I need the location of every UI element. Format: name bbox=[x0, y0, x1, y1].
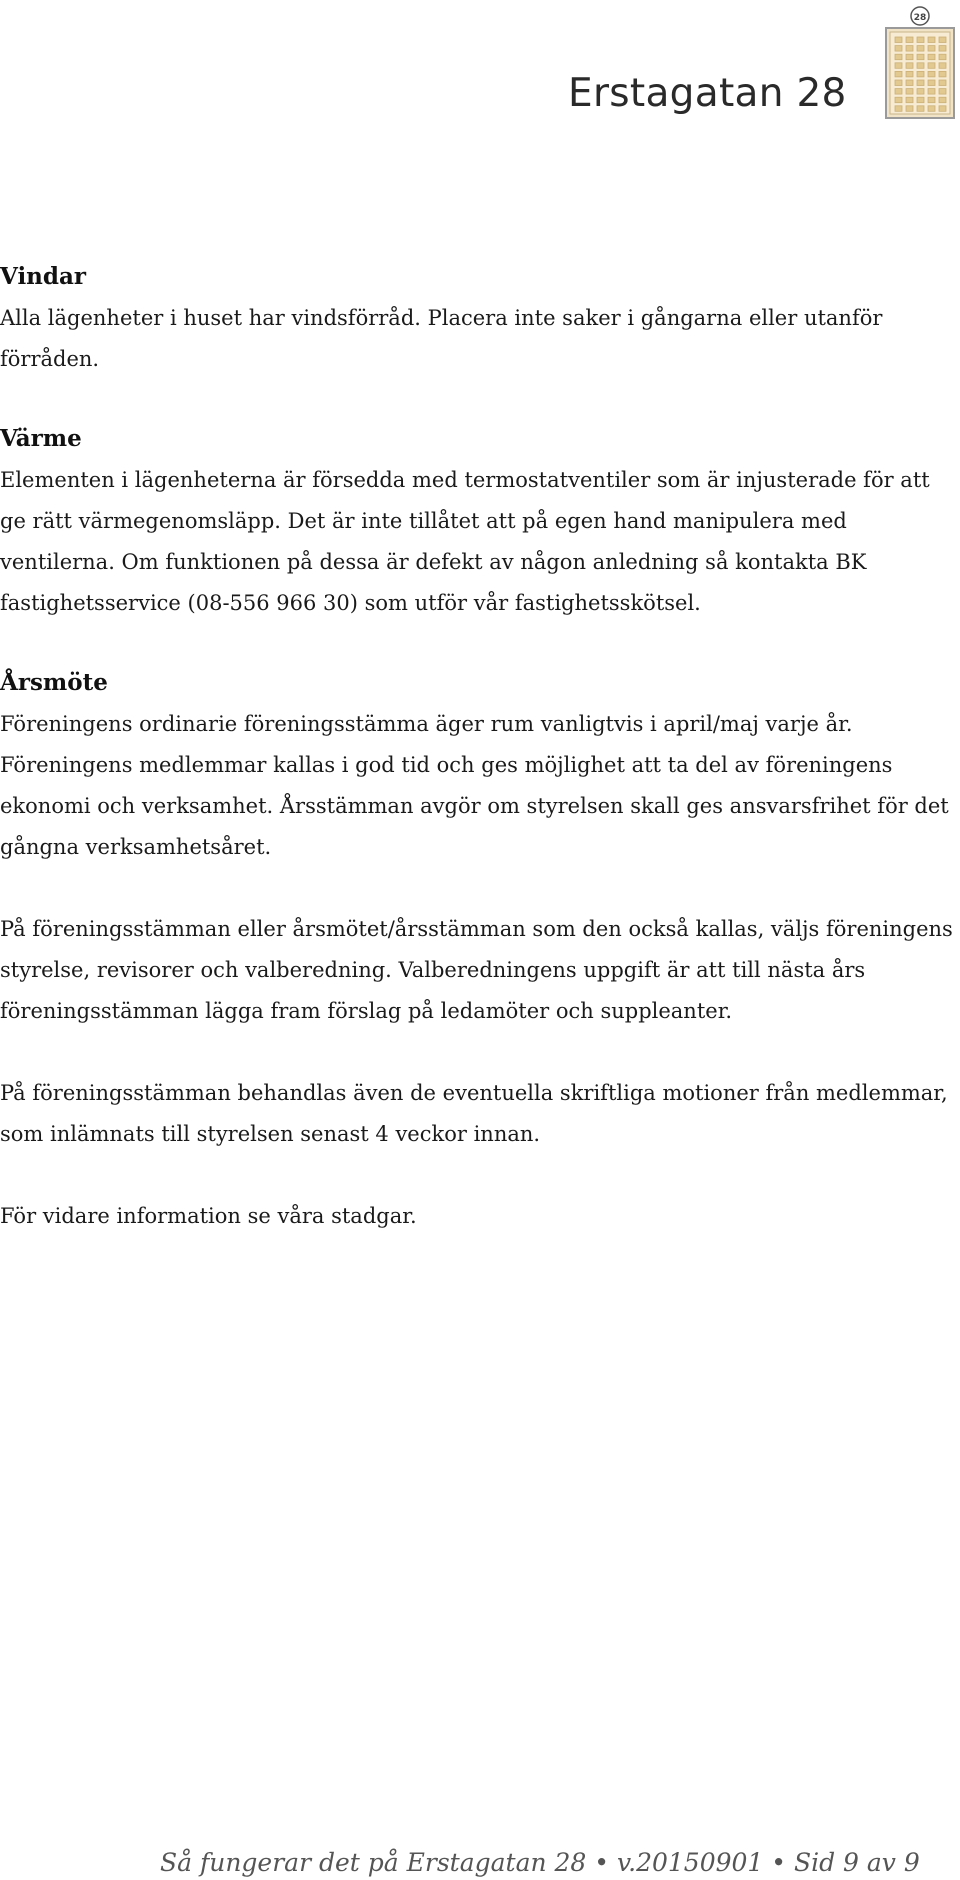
logo-window bbox=[928, 54, 935, 60]
logo-window bbox=[939, 89, 946, 95]
logo-window bbox=[906, 97, 913, 103]
page-header bbox=[0, 0, 960, 130]
logo-window bbox=[928, 80, 935, 86]
logo-window bbox=[928, 46, 935, 52]
logo-window bbox=[939, 63, 946, 69]
logo-window bbox=[939, 71, 946, 77]
logo-window bbox=[895, 89, 902, 95]
paragraph: På föreningsstämman behandlas även de eventuella skriftliga motioner från medlemmar, som inlämnats till styrelsen senast 4 veckor innan. bbox=[0, 1081, 948, 1146]
logo-window bbox=[917, 80, 924, 86]
logo-window bbox=[939, 37, 946, 43]
logo-window bbox=[939, 46, 946, 52]
logo-window bbox=[939, 97, 946, 103]
logo-window bbox=[917, 54, 924, 60]
logo-window bbox=[917, 63, 924, 69]
logo-window bbox=[895, 63, 902, 69]
logo-badge: 28 bbox=[913, 13, 927, 23]
logo-window bbox=[928, 97, 935, 103]
logo-window bbox=[895, 97, 902, 103]
logo-window bbox=[939, 106, 946, 112]
document-body bbox=[0, 262, 960, 1281]
logo-window bbox=[906, 46, 913, 52]
logo-window bbox=[895, 106, 902, 112]
logo-window bbox=[917, 46, 924, 52]
logo-window bbox=[895, 54, 902, 60]
logo-window bbox=[917, 89, 924, 95]
logo-window bbox=[895, 37, 902, 43]
logo-window bbox=[906, 37, 913, 43]
section-title: Värme bbox=[0, 425, 82, 452]
section-vindar bbox=[0, 262, 960, 380]
logo-window bbox=[895, 46, 902, 52]
logo-window bbox=[895, 71, 902, 77]
logo-window bbox=[928, 71, 935, 77]
brand-name: Erstagatan 28 bbox=[568, 71, 847, 116]
section-varme bbox=[0, 424, 960, 624]
logo-window bbox=[939, 80, 946, 86]
building-logo-icon bbox=[884, 4, 956, 120]
logo-window bbox=[895, 80, 902, 86]
page-footer: Så fungerar det på Erstagatan 28 • v.20150901 • Sid 9 av 9 bbox=[160, 1848, 920, 1877]
logo-window bbox=[928, 37, 935, 43]
logo-window bbox=[917, 97, 924, 103]
logo-window bbox=[917, 106, 924, 112]
logo-window bbox=[906, 54, 913, 60]
logo-window bbox=[928, 63, 935, 69]
section-arsmote bbox=[0, 668, 960, 1237]
logo-window bbox=[906, 89, 913, 95]
section-title: Vindar bbox=[0, 263, 87, 290]
logo-window bbox=[906, 63, 913, 69]
logo-window bbox=[928, 106, 935, 112]
logo-window bbox=[917, 71, 924, 77]
paragraph: Alla lägenheter i huset har vindsförråd. Placera inte saker i gångarna eller utanför förråden. bbox=[0, 306, 883, 371]
logo-window bbox=[906, 80, 913, 86]
paragraph: Elementen i lägenheterna är försedda med termostatventiler som är injusterade för att ge rätt värmegenomsläpp. Det är inte tillåtet att på egen hand manipulera med ventilerna. Om funktionen på dessa är defekt av någon anledning så kontakta BK fastighetsservice (08-556 966 30) som utför vår fastighetsskötsel. bbox=[0, 468, 930, 615]
paragraph: På föreningsstämman eller årsmötet/årsstämman som den också kallas, väljs föreningens styrelse, revisorer och valberedning. Valberedningens uppgift är att till nästa års föreningsstämman lägga fram förslag på ledamöter och suppleanter. bbox=[0, 917, 953, 1023]
logo-window bbox=[917, 37, 924, 43]
paragraph: Föreningens ordinarie föreningsstämma äger rum vanligtvis i april/maj varje år. Föreningens medlemmar kallas i god tid och ges möjlighet att ta del av föreningens ekonomi och verksamhet. Årsstämman avgör om styrelsen skall ges ansvarsfrihet för det gångna verksamhetsåret. bbox=[0, 712, 949, 859]
section-title: Årsmöte bbox=[0, 669, 108, 696]
logo-window bbox=[939, 54, 946, 60]
logo-window bbox=[906, 106, 913, 112]
logo-window bbox=[906, 71, 913, 77]
logo-window bbox=[928, 89, 935, 95]
paragraph: För vidare information se våra stadgar. bbox=[0, 1204, 417, 1228]
